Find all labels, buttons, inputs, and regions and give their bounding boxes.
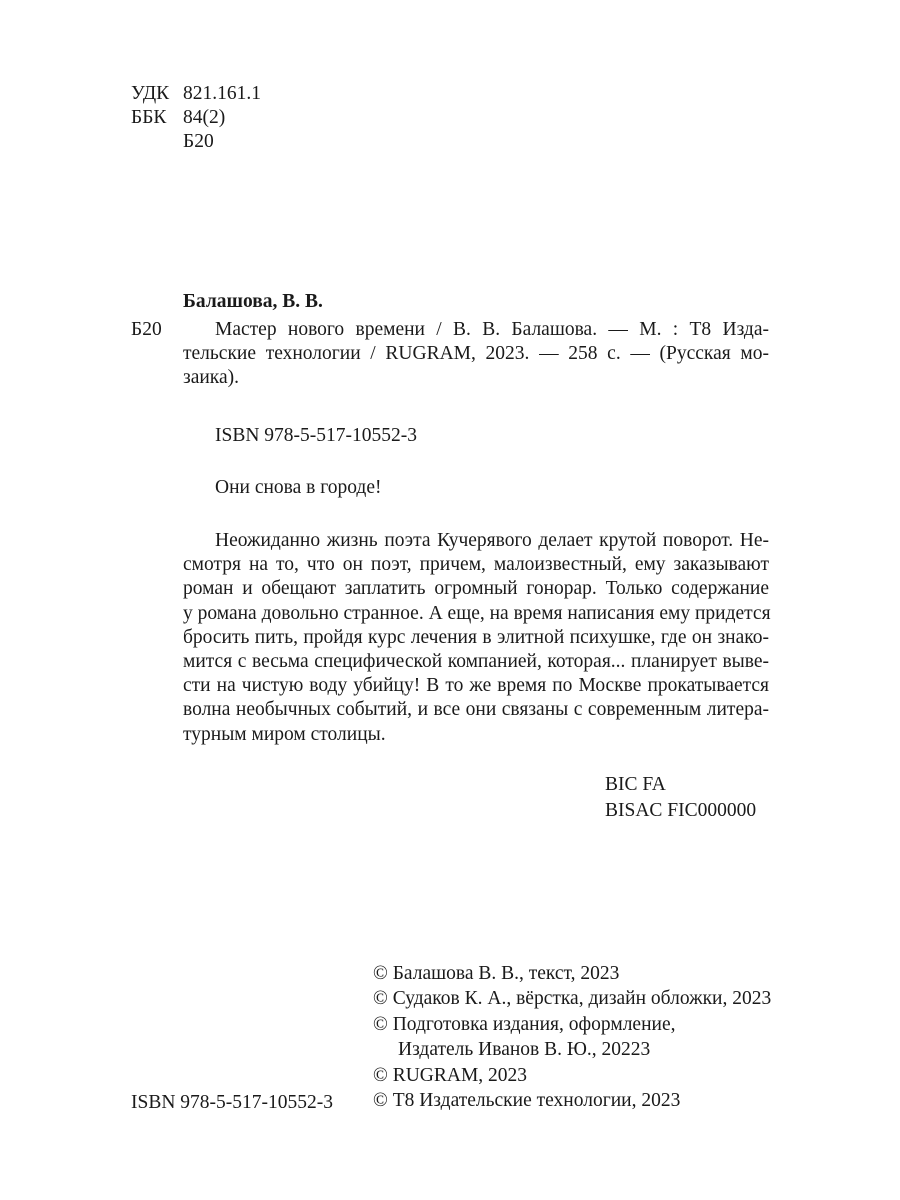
- annotation-line: Неожиданно жизнь поэта Кучерявого делает крутой поворот. Не-: [215, 530, 769, 551]
- author-mark: Б20: [183, 131, 214, 152]
- copyright-line: © Балашова В. В., текст, 2023: [373, 963, 620, 984]
- annotation-line: у романа довольно странное. А еще, на время написания ему придется: [183, 602, 771, 624]
- copyright-line: Издатель Иванов В. Ю., 20223: [398, 1039, 651, 1061]
- footer-isbn: ISBN 978-5-517-10552-3: [131, 1092, 334, 1113]
- bbk-value: 84(2): [183, 107, 226, 128]
- annotation-line: мится с весьма специфической компанией, которая... планирует выве-: [183, 650, 769, 672]
- description-line: заика).: [183, 367, 239, 388]
- record-tagline: Они снова в городе!: [215, 477, 382, 498]
- udk-label: УДК: [131, 83, 170, 104]
- udk-line: [131, 82, 261, 106]
- annotation-line: волна необычных событий, и все они связаны с современным литера-: [183, 699, 769, 721]
- copyright-line: © Подготовка издания, оформление,: [373, 1013, 676, 1035]
- record-isbn: ISBN 978-5-517-10552-3: [215, 425, 418, 446]
- bic-code: BIC FA: [605, 774, 666, 795]
- bbk-label: ББК: [131, 107, 167, 128]
- bibliographic-description: [183, 318, 769, 390]
- subject-codes: [605, 773, 756, 823]
- annotation-line: смотря на то, что он поэт, причем, малоизвестный, ему заказывают: [183, 554, 769, 576]
- annotation: [183, 529, 769, 747]
- classification-block: [131, 82, 261, 154]
- copyright-block: [373, 961, 771, 1113]
- copyright-line: © Судаков К. А., вёрстка, дизайн обложки, 2023: [373, 988, 772, 1010]
- udk-value: 821.161.1: [183, 83, 261, 104]
- annotation-line: бросить пить, пройдя курс лечения в элитной психушке, где он знако-: [183, 626, 769, 648]
- annotation-line: турным миром столицы.: [183, 723, 386, 745]
- description-line: тельские технологии / RUGRAM, 2023. — 258 с. — (Русская мо-: [183, 343, 769, 364]
- author-mark-line: [131, 130, 261, 154]
- bbk-line: [131, 106, 261, 130]
- copyright-line: © RUGRAM, 2023: [373, 1064, 528, 1086]
- copyright-line: © Т8 Издательские технологии, 2023: [373, 1089, 681, 1111]
- annotation-line: сти на чистую воду убийцу! В то же время по Москве прокатывается: [183, 675, 769, 697]
- record-author: Балашова, В. В.: [183, 291, 323, 312]
- annotation-line: роман и обещают заплатить огромный гонорар. Только содержание: [183, 578, 769, 600]
- bisac-code: BISAC FIC000000: [605, 800, 757, 821]
- record-mark: Б20: [131, 319, 162, 340]
- description-line: Мастер нового времени / В. В. Балашова. — М. : Т8 Изда-: [215, 319, 769, 340]
